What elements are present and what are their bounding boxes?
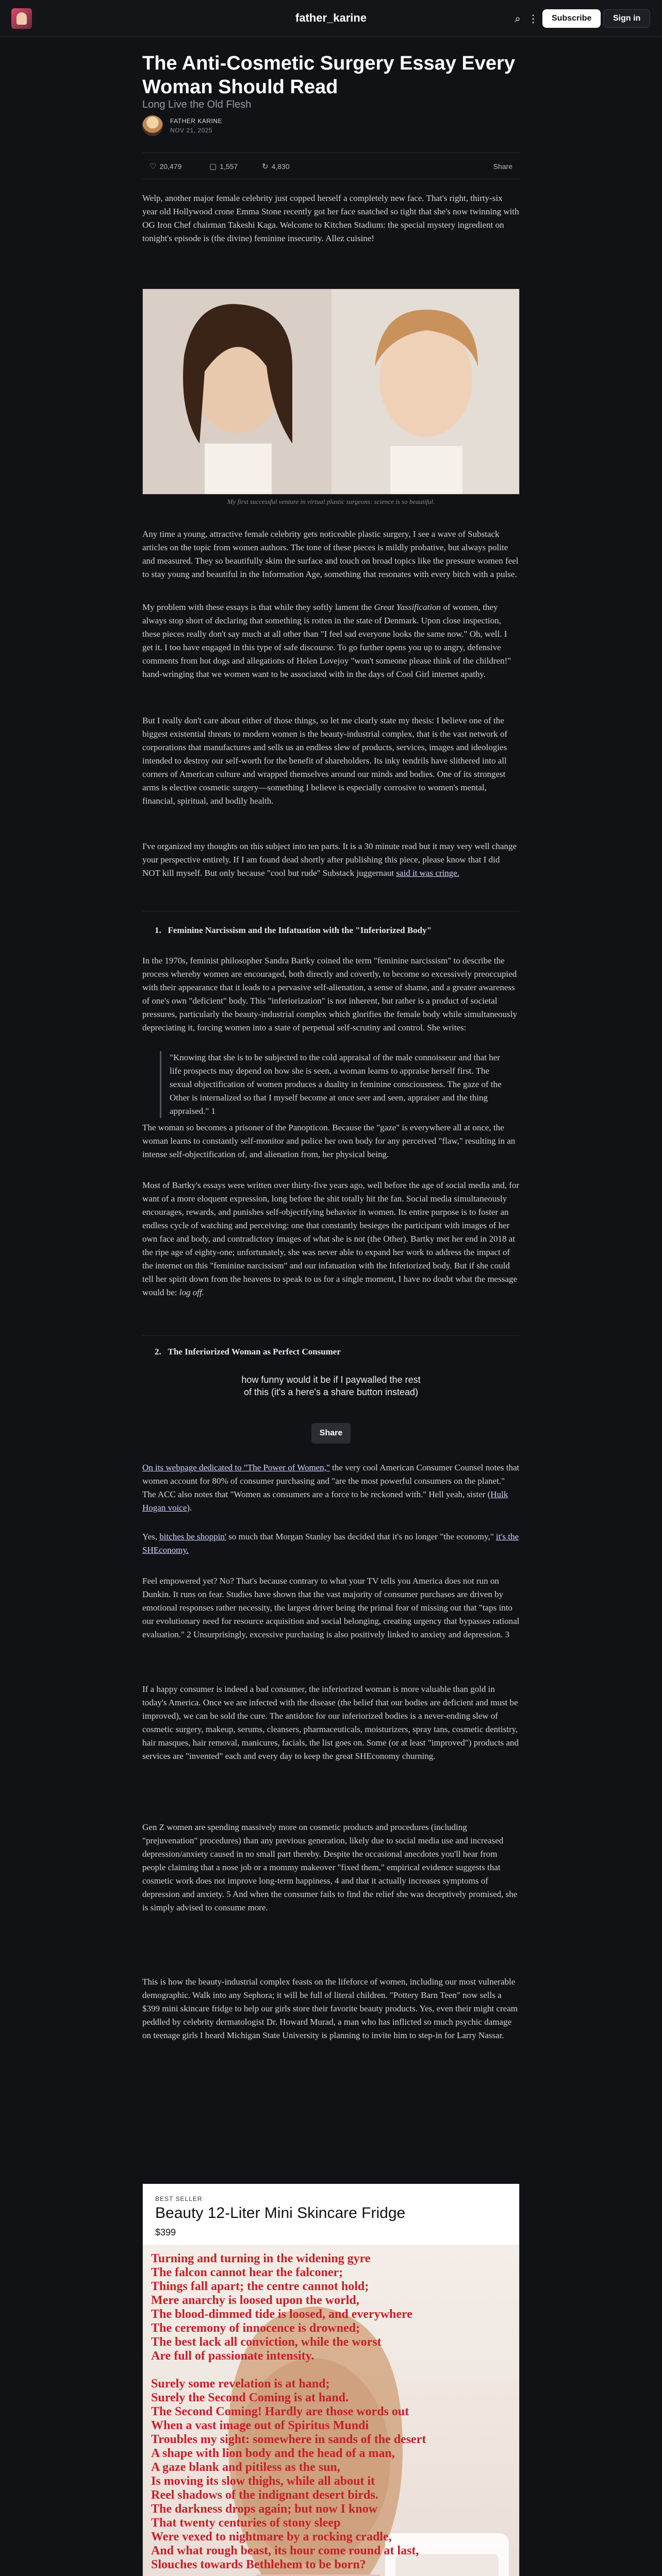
poem-line: Slouches towards Bethlehem to be born?: [151, 2558, 366, 2571]
poem-line: Things fall apart; the centre cannot hold;: [151, 2280, 369, 2293]
like-count: 20,479: [159, 162, 182, 171]
paragraph: This is how the beauty-industrial complex feasts on the lifeforce of women, including our most vulnerable demographic. Walk into any Sephora; it will be full of literal children. "Pottery Barn Teen" now sells a $399 mini skincare fridge to help our girls store their favorite beauty products. Yes, even their might cream peddled by celebrity dermatologist Dr. Howard Murad, a man who has inflicted so much psychic damage on teenage girls I heard Michigan State University is planning to invite him to step-in for Larry Nassar.: [142, 1977, 518, 2040]
post-date: NOV 21, 2025: [170, 127, 213, 134]
poem-line: And what rough beast, its hour come round at last,: [151, 2544, 419, 2557]
search-icon[interactable]: ⌕: [515, 12, 521, 25]
share-button[interactable]: Share: [311, 1423, 351, 1444]
poem-line: Were vexed to nightmare by a rocking cradle,: [151, 2530, 392, 2544]
post-title: The Anti-Cosmetic Surgery Essay Every Woman Should Read: [142, 53, 515, 98]
share-cta-text: how funny would it be if I paywalled the rest of this (it's a here's a share button instead): [241, 1375, 421, 1397]
menu-dots-icon[interactable]: ⋮: [528, 12, 538, 25]
power-of-women-link[interactable]: On its webpage dedicated to "The Power of Women,": [142, 1463, 330, 1472]
poem-line: The ceremony of innocence is drowned;: [151, 2321, 360, 2335]
avatar[interactable]: [142, 115, 163, 136]
paragraph: Feel empowered yet? No? That's because contrary to what your TV tells you America does not run on Dunkin. It runs on fear. Studies have shown that the vast majority of consumer purchases are driven by emotional responses rather necessity, the largest driver being the primal fear of missing out that "taps into our evolutionary need for resource acquisition and social belonging, creating urgency that bypasses rational evaluation." 2 Unsurprisingly, excessive purchasing is also positively linked to anxiety and depression. 3: [142, 1576, 520, 1639]
hero-image[interactable]: [142, 289, 520, 495]
paragraph-intro: Welp, another major female celebrity just copped herself a completely new face. That's right, thirty-six year old Hollywood crone Emma Stone recently got her face snatched so tight that she's now twinning with OG Iron Chef chairman Takeshi Kaga. Welcome to Kitchen Stadium: the special mystery ingredient on tonight's episode is (the divine) feminine insecurity. Allez cuisine!: [142, 193, 519, 243]
signin-button[interactable]: Sign in: [603, 9, 650, 28]
author-name[interactable]: FATHER KARINE: [170, 117, 222, 125]
poem-line: The falcon cannot hear the falconer;: [151, 2266, 343, 2279]
poem-line: The best lack all conviction, while the worst: [151, 2335, 382, 2349]
poem-line: A gaze blank and pitiless as the sun,: [151, 2461, 340, 2474]
poem-line: A shape with lion body and the head of a man,: [151, 2447, 395, 2460]
heart-icon: ♡: [150, 162, 157, 171]
restack-icon: ↻: [262, 162, 269, 171]
comment-count: 1,557: [220, 162, 238, 171]
poem-line: Troubles my sight: somewhere in sands of the desert: [151, 2433, 426, 2446]
best-seller-badge: BEST SELLER: [155, 2195, 203, 2202]
image-caption: My first successful venture in virtual plastic surgeons: science is so beautiful.: [227, 498, 435, 505]
section-divider: [142, 1335, 520, 1336]
comment-button[interactable]: [209, 153, 238, 180]
product-price: $399: [155, 2227, 176, 2238]
poem-overlay: [151, 2252, 512, 2572]
paragraph: In the 1970s, feminist philosopher Sandra Bartky coined the term "feminine narcissism" to describe the process whereby women are encouraged, both directly and covertly, to become so excessively preoccupied with their appearance that it leads to a pervasive self-alienation, a sense of shame, and a greater awareness of one's own "deficient" body. This "inferiorization" is not inherent, but rather is a product of societal pressures, particularly the beauty-industrial complex which glorifies the female body while simultaneously depreciating it, forcing women into a state of perpetual self-scrutiny and control. She writes:: [142, 956, 518, 1032]
poem-line: Is moving its slow thighs, while all about it: [151, 2475, 375, 2488]
poem-line: Mere anarchy is loosed upon the world,: [151, 2294, 359, 2307]
paragraph: Any time a young, attractive female celebrity gets noticeable plastic surgery, I see a wave of Substack articles on the topic from women authors. The tone of these pieces is mildly probative, but always polite and measured. They so beautifully skim the surface and touch on broad topics like the pressure women feel to stay young and beautiful in the Information Age, something that resonates with every bitch with a pulse.: [142, 529, 519, 579]
poem-line: Reel shadows of the indignant desert birds.: [151, 2488, 378, 2502]
cringe-link[interactable]: said it was cringe.: [396, 868, 460, 878]
poem-line: The darkness drops again; but now I know: [151, 2502, 378, 2516]
restack-count: 4,830: [271, 162, 290, 171]
engagement-bar: [142, 152, 520, 179]
blockquote: "Knowing that she is to be subjected to the cold appraisal of the male connoisseur and that her life prospects may depend on how she is seen, a woman learns to appraise herself first. The sexual objectification of women produces a duality in feminine consciousness. The gaze of the Other is internalized so that I myself become at once seer and seen, appraiser and the thing appraised." 1: [160, 1051, 510, 1118]
author-row: [142, 114, 520, 140]
paragraph: Most of Bartky's essays were written over thirty-five years ago, well before the age of social media and, for want of a more eloquent expression, long before the shit totally hit the fan. Social media simultaneously encourages, rewards, and punishes self-objectifying behavior in women. Its entire purpose is to foster an endless cycle of watching and perceiving: one that constantly besieges the participant with images of her own face and body, and contradictory images of what she is not (the Other). Bartky met her end in 2018 at the ripe age of eighty-one; unfortunately, she was never able to expand her work to address the impact of the internet on this "feminine narcissism" and our infatuation with the Inferiorized body. But if she could tell her spirit down from the heavens to speak to us for a single moment, I have no doubt what the message would be: log off.: [142, 1180, 519, 1297]
shoppin-link[interactable]: bitches be shoppin': [159, 1532, 226, 1541]
like-button[interactable]: [150, 153, 181, 180]
post-subtitle: Long Live the Old Flesh: [142, 99, 252, 110]
poem-line: The blood-dimmed tide is loosed, and everywhere: [151, 2308, 412, 2321]
section-heading-1: 1. Feminine Narcissism and the Infatuation with the "Inferiorized Body": [155, 925, 432, 935]
subscribe-button[interactable]: Subscribe: [542, 9, 601, 28]
poem-line: Surely some revelation is at hand;: [151, 2377, 330, 2391]
paragraph: If a happy consumer is indeed a bad consumer, the inferiorized woman is more valuable than gold in today's America. Once we are infected with the disease (the belief that our bodies are deficient and must be improved), we can be sold the cure. The antidote for our inferiorized bodies is a never-ending slew of cosmetic surgery, makeup, serums, cleansers, pharmaceuticals, moisturizers, spray tans, cosmetic dentistry, hair masques, hair removal, manicures, facials, the list goes on. Some (or at least "improved") products and services are "invented" each and every day to keep the great SHEconomy churning.: [142, 1684, 519, 1761]
hulk-hogan-link[interactable]: Hulk Hogan voice: [142, 1489, 508, 1513]
paragraph: My problem with these essays is that while they softly lament the Great Yassification of women, they always stop short of declaring that something is rotten in the state of Denmark. Upon close inspection, these pieces really don't say much at all other than "I feel sad everyone looks the same now." Oh, well. I get it. I too have engaged in this type of safe discourse. To go further opens you up to angry, defensive comments from hot dogs and allegations of Helen Lovejoy "won't someone please think of the children!" hand-wringing that we women want to be associated with in the days of Cool Girl internet apathy.: [142, 602, 511, 679]
paragraph: The woman so becomes a prisoner of the Panopticon. Because the "gaze" is everywhere all at once, the woman learns to constantly self-monitor and police her own body for any perceived "flaw," resulting in an intense self-objectification of, and alienation from, her physical being.: [142, 1123, 516, 1159]
paragraph-thesis: But I really don't care about either of those things, so let me clearly state my thesis: I believe one of the biggest existential threats to modern women is the beauty-industrial complex, that is the vast network of corporations that manufactures and sells us an endless slew of products, services, images and ideologies intended to destroy our self-worth for the benefit of shareholders. Its inky tendrils have slithered into all corners of American culture and wrapped themselves around our minds and bodies. One of its strongest arms is elective cosmetic surgery—something I believe is especially corrosive to women's mental, financial, spiritual, and bodily health.: [142, 716, 508, 806]
share-link[interactable]: Share: [493, 162, 512, 171]
paragraph: Gen Z women are spending massively more on cosmetic products and procedures (including "prejuvenation" procedures) than any previous generation, likely due to social media use and increased depression/anxiety caused in no small part thereby. Despite the occasional anecdotes you'll hear from people claiming that a nose job or a mommy makeover "fixed them," empirical evidence suggests that cosmetic work does not improve long-term happiness, 4 and that it actually increases symptoms of depression and anxiety. 5 And when the consumer fails to find the relief she was deceptively promised, she is simply advised to consume more.: [142, 1822, 518, 1912]
poem-line: Surely the Second Coming is at hand.: [151, 2391, 349, 2404]
restack-button[interactable]: [262, 153, 290, 180]
poem-line: Turning and turning in the widening gyre: [151, 2252, 371, 2265]
sheconomy-link[interactable]: it's the SHEconomy.: [142, 1532, 519, 1555]
paragraph: I've organized my thoughts on this subject into ten parts. It is a 30 minute read but it may very well change your perspective entirely. If I am found dead shortly after publishing this piece, please know that I did NOT kill myself. But only because "cool but rude" Substack juggernaut said it was cringe.: [142, 841, 517, 878]
poem-line: The Second Coming! Hardly are those words out: [151, 2405, 409, 2418]
product-title: Beauty 12-Liter Mini Skincare Fridge: [155, 2205, 406, 2222]
poem-line: When a vast image out of Spiritus Mundi: [151, 2419, 369, 2432]
poem-line: Are full of passionate intensity.: [151, 2349, 315, 2363]
comment-icon: ▢: [209, 162, 217, 171]
top-bar: [0, 0, 662, 37]
poem-line: [151, 2363, 512, 2377]
product-image[interactable]: [142, 2183, 520, 2576]
section-heading-2: 2. The Inferiorized Woman as Perfect Consumer: [155, 1347, 341, 1357]
publication-title[interactable]: father_karine: [295, 11, 367, 24]
paragraph: On its webpage dedicated to "The Power of Women," the very cool American Consumer Counsel notes that women account for 80% of consumer purchasing and "are the most powerful consumers on the planet." The ACC also notes that "Women as consumers are a force to be reckoned with." Hell yeah, sister (Hulk Hogan voice).: [142, 1463, 520, 1513]
paragraph: Yes, bitches be shoppin' so much that Morgan Stanley has decided that it's no longer "the economy," it's the SHEconomy.: [142, 1532, 519, 1555]
poem-line: That twenty centuries of stony sleep: [151, 2516, 341, 2530]
